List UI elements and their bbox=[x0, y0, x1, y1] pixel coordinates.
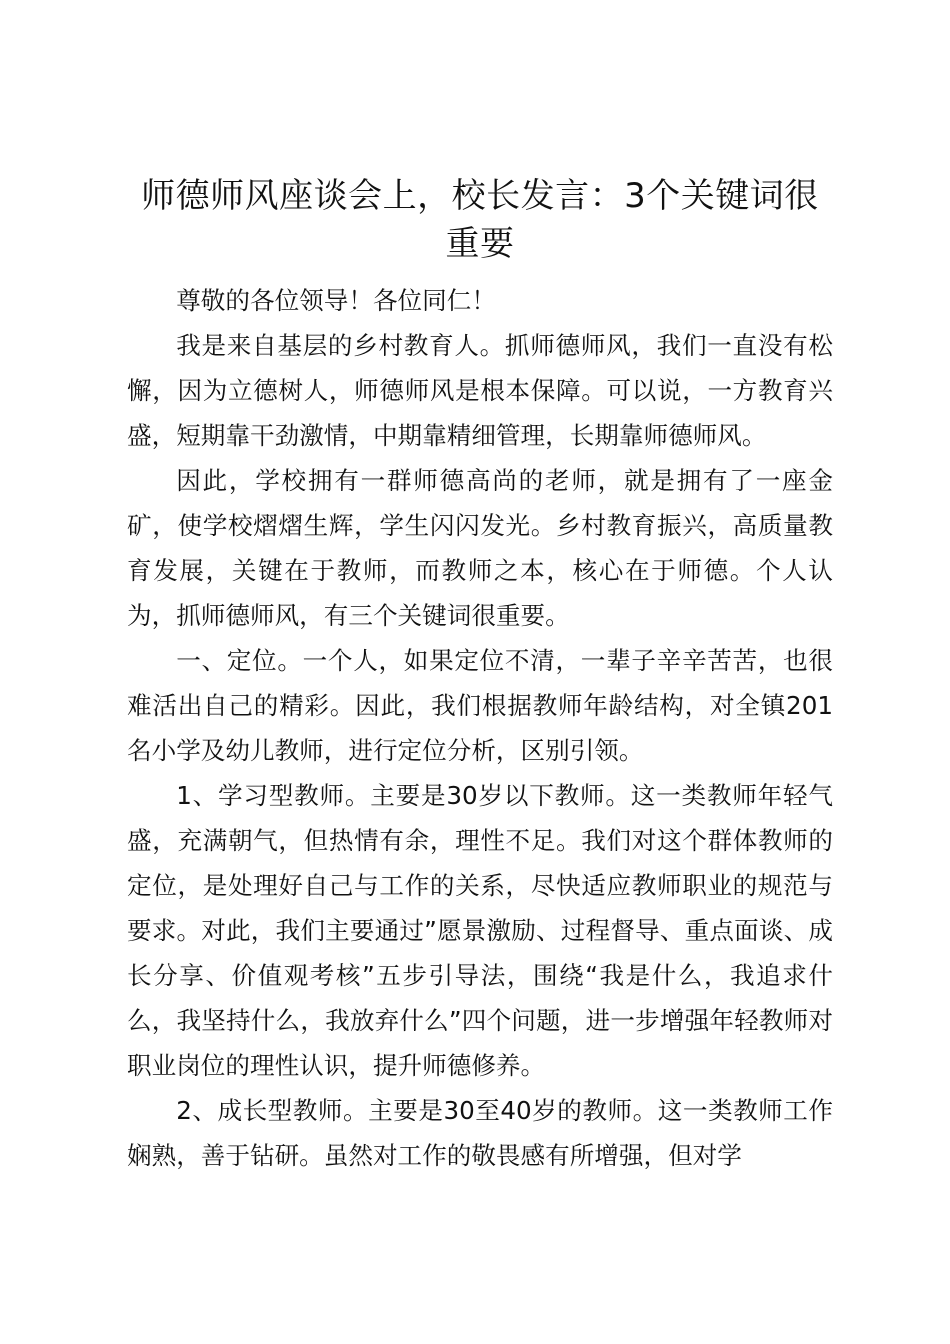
paragraph-learning-teachers: 1、学习型教师。主要是30岁以下教师。这一类教师年轻气盛，充满朝气，但热情有余，理性不足。我们对这个群体教师的定位，是处理好自己与工作的关系，尽快适应教师职业的规范与要求。对此，我们主要通过”愿景激励、过程督导、重点面谈、成长分享、价值观考核”五步引导法，围绕“我是什么，我追求什么，我坚持什么，我放弃什么”四个问题，进一步增强年轻教师对职业岗位的理性认识，提升师德修养。 bbox=[127, 781, 833, 1080]
paragraph-growing-teachers: 2、成长型教师。主要是30至40岁的教师。这一类教师工作娴熟，善于钻研。虽然对工作的敬畏感有所增强，但对学 bbox=[127, 1096, 833, 1170]
document-title: 师德师风座谈会上，校长发言：3个关键词很重要 bbox=[141, 176, 819, 264]
paragraph-keywords-intro: 因此，学校拥有一群师德高尚的老师，就是拥有了一座金矿，使学校熠熠生辉，学生闪闪发光。乡村教育振兴，高质量教育发展，关键在于教师，而教师之本，核心在于师德。个人认为，抓师德师风，有三个关键词很重要。 bbox=[127, 466, 833, 630]
paragraph-intro: 我是来自基层的乡村教育人。抓师德师风，我们一直没有松懈，因为立德树人，师德师风是根本保障。可以说，一方教育兴盛，短期靠干劲激情，中期靠精细管理，长期靠师德师风。 bbox=[127, 331, 833, 450]
paragraph-section-positioning: 一、定位。一个人，如果定位不清，一辈子辛辛苦苦，也很难活出自己的精彩。因此，我们根据教师年龄结构，对全镇201名小学及幼儿教师，进行定位分析，区别引领。 bbox=[127, 646, 833, 765]
document-body bbox=[127, 278, 833, 1178]
paragraph-greeting: 尊敬的各位领导！各位同仁！ bbox=[176, 286, 496, 315]
